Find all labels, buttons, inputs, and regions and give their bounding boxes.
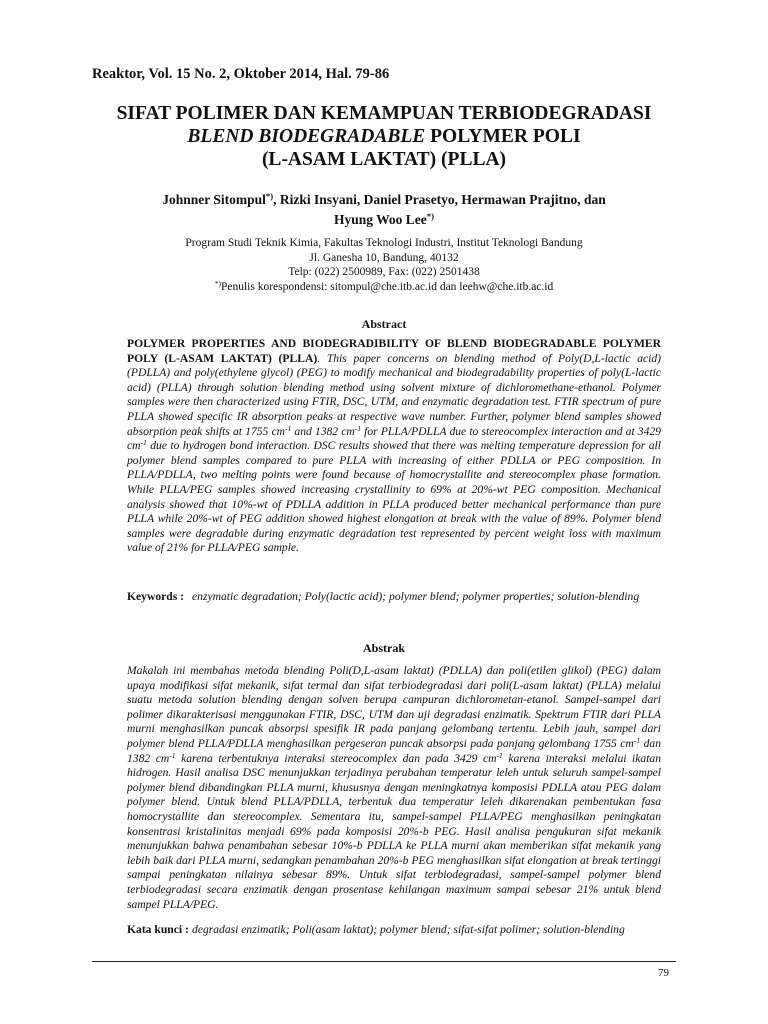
affiliation-line-3: Telp: (022) 2500989, Fax: (022) 2501438 — [288, 266, 480, 278]
abstract-sup-2: -1 — [354, 423, 362, 433]
authors-rest: , Rizki Insyani, Daniel Prasetyo, Hermawan Prajitno, dan — [273, 192, 606, 207]
abstrak-text-1: Makalah ini membahas metoda blending Poli(D,L-asam laktat) (PDLLA) dan poli(etilen glikol) (PEG) dalam upaya modifikasi sifat mekanik, sifat termal dan sifat terbiodegradasi dari poli(L-asam laktat) (PLLA) melalui suatu metoda solution blending dengan solven berupa campuran dichlorometan-etanol. Sampel-sampel dari polimer dikarakterisasi menggunakan FTIR, DSC, UTM dan uji degradasi enzimatik. Spektrum FTIR dari PLLA murni menghasilkan puncak absorpsi spesifik IR pada panjang gelombang tertentu. Lebih jauh, sampel dari polymer blend PLLA/PDLLA menghasilkan pergeseran puncak absorpsi pada panjang gelombang 1755 cm — [127, 664, 661, 750]
footer-rule — [92, 961, 676, 962]
abstrak-text-3: karena terbentuknya interaksi stereocomplex dan pada 3429 cm — [175, 751, 497, 765]
title-line-2 — [60, 125, 708, 148]
abstract-heading: Abstract — [361, 317, 407, 331]
paper-title — [60, 102, 708, 171]
title-line-3: (L-ASAM LAKTAT) (PLLA) — [261, 149, 507, 170]
author-last-mark: *) — [426, 211, 435, 222]
abstract-text-2: and 1382 cm — [291, 424, 355, 438]
abstrak-sup-3: -1 — [496, 750, 503, 760]
abstrak-heading: Abstrak — [362, 641, 405, 655]
abstract-text-1: . This paper concerns on blending method of Poly(D,L-lactic acid) (PDLLA) and poly(ethylene glycol) (PEG) to modify mechanical and biodegradability properties of poly(L-lactic acid) (PLLA) through solution blending method using solvent mixture of dichloromethane-ethanol. Polymer samples were then characterized using FTIR, DSC, UTM, and enzymatic degradation test. FTIR spectrum of pure PLLA showed specific IR absorption peaks at respective wave number. Further, polymer blend samples showed absorption peak shifts at 1755 cm — [127, 351, 661, 438]
title-line-1: SIFAT POLIMER DAN KEMAMPUAN TERBIODEGRADASI — [116, 103, 652, 124]
keywords-label: Keywords : — [127, 590, 184, 603]
abstract-text-4: due to hydrogen bond interaction. DSC results showed that there was melting temperature depression for all polymer blend samples compared to pure PLLA with increasing of either PDLLA or PEG composition. In PLLA/PDLLA, two melting points were found because of homocrystallite and stereocomplex phase formation. While PLLA/PEG samples showed increasing crystallinity to 69% at 20%-wt PEG composition. Mechanical analysis showed that 10%-wt of PDLLA addition in PLLA produced better mechanical performance than pure PLLA while 20%-wt of PEG addition showed highest elongation at break with the value of 89%. Polymer blend samples were degradable during enzymatic degradation test represented by percent weight loss with maximum value of 21% for PLLA/PEG sample. — [127, 439, 661, 555]
corresponding-mark: *) — [214, 278, 221, 288]
kata-kunci-label: Kata kunci : — [127, 923, 189, 936]
affiliation — [100, 236, 668, 294]
keywords-text: enzymatic degradation; Poly(lactic acid); polymer blend; polymer properties; solution-blending — [192, 590, 640, 603]
keywords — [127, 590, 661, 605]
authors-line-2 — [110, 210, 658, 230]
journal-reference: Reaktor, Vol. 15 No. 2, Oktober 2014, Hal. 79-86 — [92, 66, 390, 82]
title-line-2-italic: BLEND BIODEGRADABLE — [187, 126, 426, 147]
authors-line-1 — [110, 190, 658, 210]
corresponding-text: Penulis korespondensi: sitompul@che.itb.ac.id dan leehw@che.itb.ac.id — [220, 280, 554, 293]
author-last: Hyung Woo Lee — [333, 212, 427, 227]
author-1: Johnner Sitompul — [162, 192, 266, 207]
author-list — [110, 190, 658, 230]
abstract-text-3: for PLLA/PDLLA due to stereocomplex interaction and at 3429 cm — [127, 424, 661, 453]
corresponding-author — [100, 280, 668, 295]
page-number: 79 — [658, 967, 669, 979]
abstrak-body — [127, 664, 661, 912]
abstract-body — [127, 337, 661, 556]
affiliation-line-1: Program Studi Teknik Kimia, Fakultas Teknologi Industri, Institut Teknologi Bandung — [185, 237, 583, 249]
author-1-mark: *) — [265, 191, 274, 202]
abstract-sup-1: -1 — [284, 423, 292, 433]
abstrak-text-2: dan 1382 cm — [127, 736, 661, 765]
abstrak-sup-1: -1 — [633, 735, 641, 745]
abstract-sup-3: -1 — [140, 438, 147, 448]
kata-kunci — [127, 923, 661, 938]
affiliation-line-2: Jl. Ganesha 10, Bandung, 40132 — [309, 251, 459, 264]
title-line-2-rest: POLYMER POLI — [425, 126, 581, 147]
abstract-paper-title: POLYMER PROPERTIES AND BIODEGRADIBILITY OF BLEND BIODEGRADABLE POLYMER POLY (L-ASAM LAKTAT) (PLLA) — [127, 337, 661, 365]
abstrak-text-4: karena interaksi melalui ikatan hidrogen. Hasil analisa DSC menunjukkan terjadinya perubahan temperatur leleh untuk seluruh sampel-sampel polymer blend dibandingkan PLLA murni, khususnya dengan meningkatnya komposisi PDLLA atau PEG dalam polymer blend. Untuk blend PLLA/PDLLA, terbentuk dua temperatur leleh dikarenakan pembentukan fasa homocrystallite dan stereocomplex. Sementara itu, sampel-sampel PLLA/PEG menghasilkan peningkatan konsentrasi kristalinitas menjadi 69% pada komposisi 20%-b PEG. Hasil analisa pengukuran sifat mekanik menunjukkan bahwa penambahan sebesar 10%-b PDLLA ke PLLA murni akan memberikan sifat mekanik yang lebih baik dari PLLA murni, sedangkan penambahan 20%-b PEG menghasilkan sifat elongation at break tertinggi sampai peningkatan nilainya sebesar 89%. Untuk sifat terbiodegradasi, sampel-sampel polymer blend terbiodegradasi secara enzimatik dengan prosentase kehilangan maximum sampai sebesar 21% untuk blend sampel PLLA/PEG. — [127, 751, 662, 911]
abstrak-sup-2: -1 — [169, 750, 176, 760]
kata-kunci-text: degradasi enzimatik; Poli(asam laktat); polymer blend; sifat-sifat polimer; solution-blending — [192, 923, 625, 936]
